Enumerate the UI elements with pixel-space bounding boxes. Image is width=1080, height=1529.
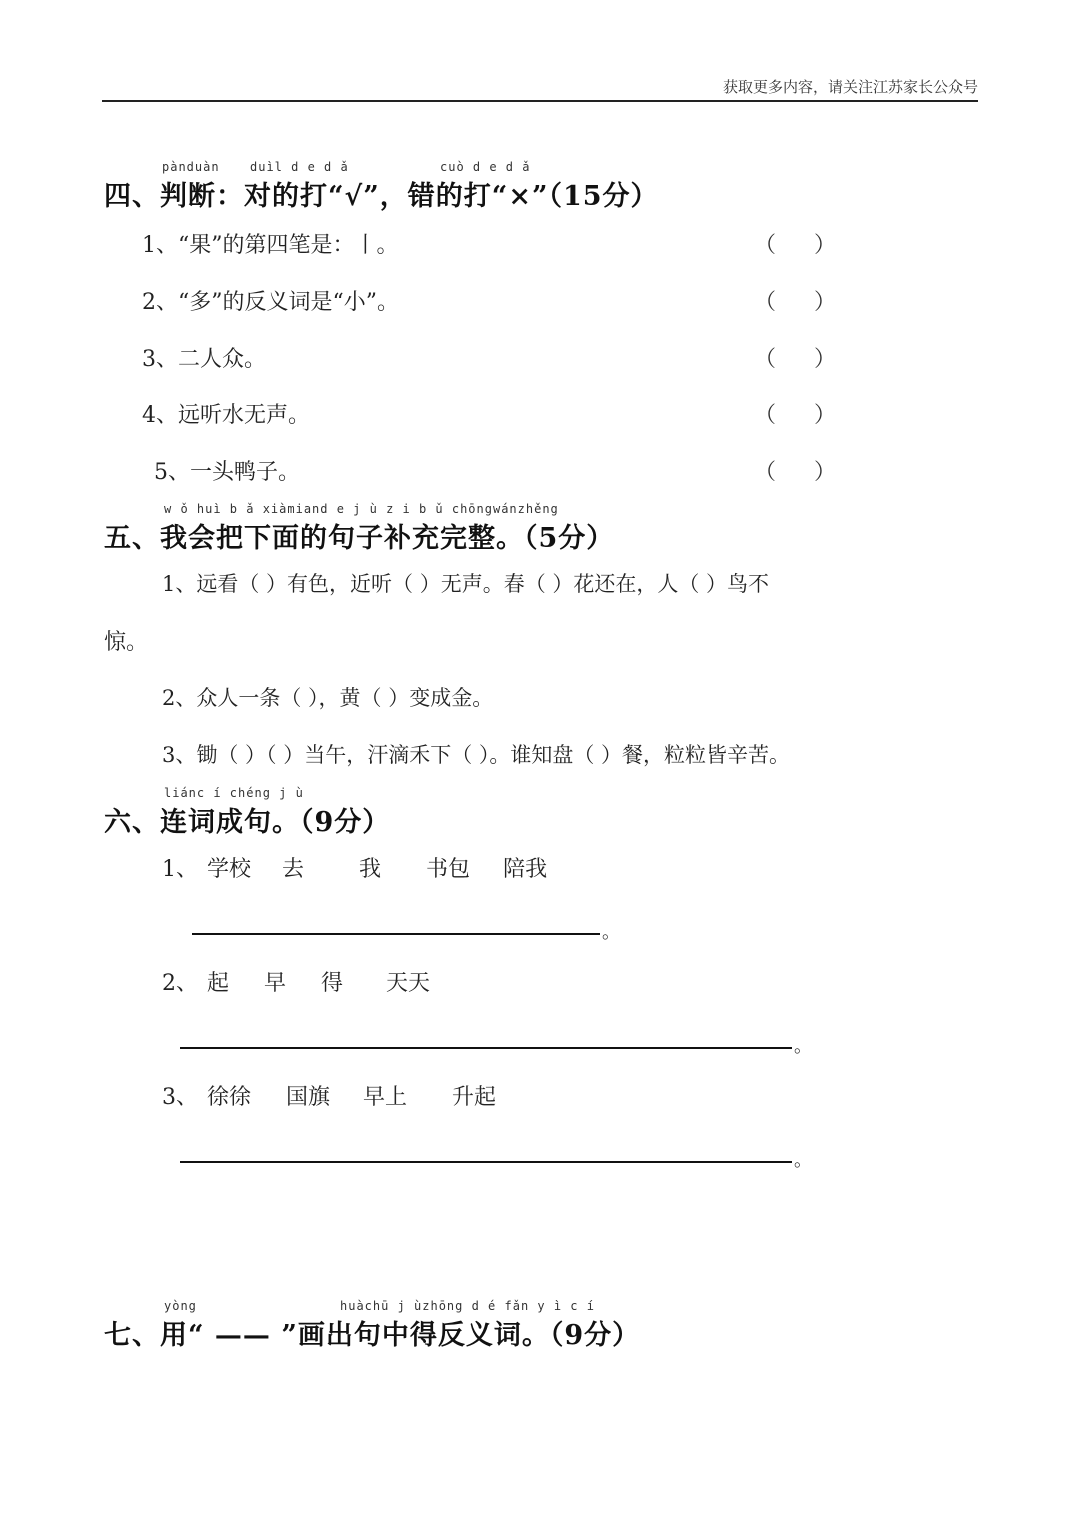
word-chip: 国旗 [286,1085,331,1110]
word-chip: 早 [264,971,287,996]
pinyin-annotation: pànduàn [162,160,220,174]
judgement-item-1: 1、“果”的第四笔是：丨。 [142,233,399,258]
section-title-7: 七、用“ —— ”画出句中得反义词。（9分） [104,1320,641,1351]
section-title-4: 四、判断：对的打“√”，错的打“×”（15分） [104,181,659,212]
word-chip: 徐徐 [207,1085,252,1110]
period: 。 [794,1150,812,1171]
fill-item-1-continued: 惊。 [104,630,149,655]
word-chip: 得 [321,971,344,996]
judgement-item-2: 2、“多”的反义词是“小”。 [142,290,399,315]
pinyin-annotation: w ǒ huì b ǎ xiàmiand e j ù z i b ǔ chōngwánzhěng [164,502,559,516]
fill-item-3: 3、锄（ ）（ ）当午，汗滴禾下（ ）。谁知盘（ ）餐，粒粒皆辛苦。 [162,743,791,767]
answer-line[interactable] [180,1047,792,1049]
answer-blank[interactable]: （ ） [754,460,837,485]
section-title-6: 六、连词成句。（9分） [104,807,391,838]
word-chip: 升起 [452,1085,497,1110]
answer-blank[interactable]: （ ） [754,290,837,315]
word-group-2 [162,966,430,997]
fill-item-1: 1、远看（ ）有色，近听（ ）无声。春（ ）花还在，人（ ）鸟不 [162,572,770,596]
judgement-item-3: 3、二人众。 [142,347,266,372]
word-chip: 陪我 [503,857,548,882]
word-chip: 早上 [363,1085,408,1110]
pinyin-annotation: cuò d e d ǎ [440,160,531,174]
word-group-1 [162,852,547,883]
answer-blank[interactable]: （ ） [754,403,837,428]
word-chip: 书包 [426,857,471,882]
judgement-item-5: 5、一头鸭子。 [154,460,300,485]
pinyin-annotation: huàchū j ùzhōng d é fǎn y ì c í [340,1299,595,1313]
question-number: 1、 [162,857,198,882]
answer-blank[interactable]: （ ） [754,233,837,258]
question-number: 2、 [162,971,198,996]
header-note: 获取更多内容，请关注江苏家长公众号 [722,78,978,96]
answer-line[interactable] [192,933,600,935]
section-title-5: 五、我会把下面的句子补充完整。（5分） [104,523,615,554]
pinyin-annotation: liánc í chéng j ù [164,786,304,800]
period: 。 [794,1036,812,1057]
answer-line[interactable] [180,1161,792,1163]
answer-blank[interactable]: （ ） [754,347,837,372]
judgement-item-4: 4、远听水无声。 [142,403,310,428]
word-chip: 我 [359,857,382,882]
fill-item-2: 2、众人一条（ ），黄（ ）变成金。 [162,686,494,710]
pinyin-annotation: duìl d e d ǎ [250,160,349,174]
word-group-3 [162,1080,496,1111]
word-chip: 起 [207,971,230,996]
word-chip: 去 [282,857,305,882]
header-divider [102,100,978,102]
word-chip: 学校 [207,857,252,882]
word-chip: 天天 [386,971,431,996]
pinyin-annotation: yòng [164,1299,197,1313]
question-number: 3、 [162,1085,198,1110]
period: 。 [602,922,620,943]
